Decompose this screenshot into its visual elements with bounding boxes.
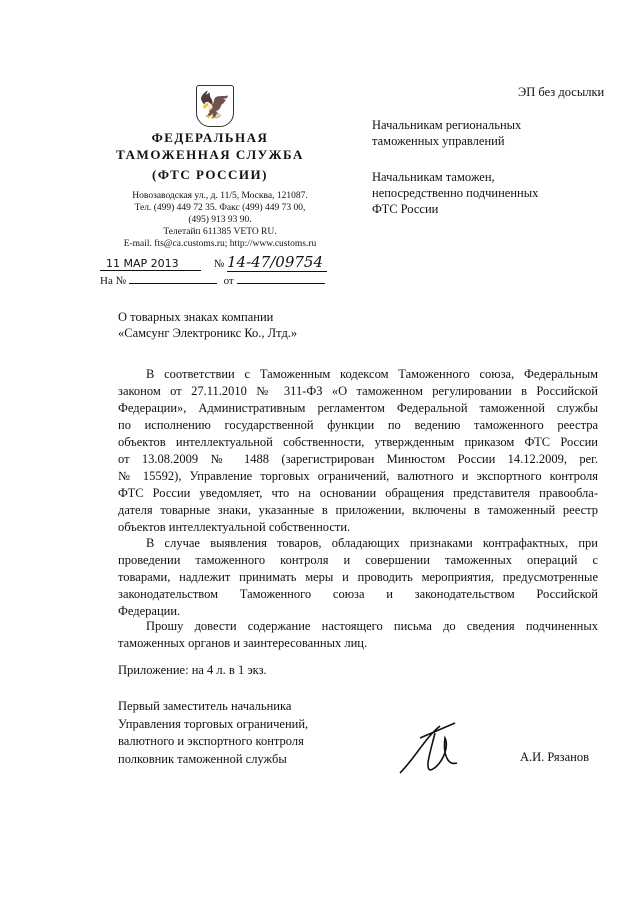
paragraph-line: товарами, надлежит принимать меры и проводить мероприятия, предусмотренные bbox=[118, 570, 598, 584]
paragraph-line: В случае выявления товаров, обладающих признаками контрафактных, при bbox=[146, 536, 598, 550]
coat-of-arms-emblem: 🦅 bbox=[196, 85, 234, 127]
paragraph-line: В соответствии с Таможенным кодексом Таможенного союза, Федеральным bbox=[146, 367, 598, 381]
signatory-title bbox=[118, 698, 308, 768]
paragraph-line: Федерации», Административным регламентом Федеральной таможенной службы bbox=[118, 401, 598, 415]
signatory-line: Управления торговых ограничений, bbox=[118, 716, 309, 731]
signatory-line: Первый заместитель начальника bbox=[118, 699, 292, 713]
teletype-line: Телетайп 611385 VETO RU. bbox=[163, 227, 277, 237]
email-line: E-mail. fts@ca.customs.ru; http://www.customs.ru bbox=[123, 239, 317, 249]
paragraph-line: дателя товарные знаки, указанные в приложении, включены в таможенный реестр bbox=[118, 503, 598, 517]
addressee-line: непосредственно подчиненных bbox=[372, 186, 539, 200]
org-name-line: ФЕДЕРАЛЬНАЯ bbox=[151, 130, 269, 145]
addressee-block bbox=[372, 117, 521, 149]
body-paragraph bbox=[118, 618, 598, 652]
delivery-note: ЭП без досылки bbox=[518, 85, 605, 99]
signatory-name: А.И. Рязанов bbox=[520, 750, 589, 764]
paragraph-line: по исполнению государственной функции по ведению таможенного реестра bbox=[118, 418, 598, 432]
paragraph-line: проведении таможенного контроля и совершении таможенных операций с bbox=[118, 553, 598, 567]
phone-line: (495) 913 93 90. bbox=[188, 215, 252, 225]
body-paragraph bbox=[118, 535, 598, 620]
paragraph-line: ФТС России уведомляет, что на основании обращения представителя правообла- bbox=[118, 486, 598, 500]
signatory-line: валютного и экспортного контроля bbox=[118, 734, 304, 748]
subject-line: «Самсунг Электроникс Ко., Лтд.» bbox=[118, 326, 298, 340]
body-paragraph bbox=[118, 366, 598, 536]
date-number-line bbox=[100, 253, 327, 272]
paragraph-line: законом от 27.11.2010 № 311-ФЗ «О таможенном регулировании в Российской bbox=[118, 384, 598, 398]
org-address bbox=[90, 190, 350, 250]
addressee-line: Начальникам таможен, bbox=[372, 170, 495, 184]
paragraph-line: Прошу довести содержание настоящего письма до сведения подчиненных bbox=[146, 619, 598, 633]
handwritten-signature bbox=[395, 718, 465, 783]
letter-number: 14-47/09754 bbox=[227, 253, 327, 272]
addressee-line: таможенных управлений bbox=[372, 134, 505, 148]
letter-date: 11 МАР 2013 bbox=[100, 257, 201, 271]
org-name-line: ТАМОЖЕННАЯ СЛУЖБА bbox=[116, 147, 304, 162]
ref-from-label: от bbox=[223, 275, 234, 287]
paragraph-line: объектов интеллектуальной собственности. bbox=[118, 520, 351, 534]
paragraph-line: № 15592), Управление торговых ограничений, валютного и экспортного контроля bbox=[118, 469, 598, 483]
paragraph-line: Федерации. bbox=[118, 604, 181, 618]
paragraph-line: таможенных органов и заинтересованных лиц. bbox=[118, 636, 368, 650]
subject-line: О товарных знаках компании bbox=[118, 310, 274, 324]
reference-line bbox=[100, 275, 325, 287]
addressee-block bbox=[372, 169, 538, 217]
org-abbrev: (ФТС РОССИИ) bbox=[152, 167, 268, 182]
ref-label: На № bbox=[100, 275, 127, 287]
phone-line: Тел. (499) 449 72 35. Факс (499) 449 73 00, bbox=[134, 203, 306, 213]
attachment-note: Приложение: на 4 л. в 1 экз. bbox=[118, 663, 267, 677]
signatory-line: полковник таможенной службы bbox=[118, 751, 287, 766]
paragraph-line: законодательством Таможенного союза и законодательством Российской bbox=[118, 587, 598, 601]
paragraph-line: объектов интеллектуальной собственности, утвержденным приказом ФТС России bbox=[118, 435, 598, 449]
paragraph-line: от 13.08.2009 № 1488 (зарегистрирован Минюстом России 14.12.2009, рег. bbox=[118, 452, 598, 466]
addressee-line: ФТС России bbox=[372, 202, 439, 216]
letter-subject bbox=[118, 309, 297, 341]
number-label: № bbox=[213, 258, 225, 270]
addressee-line: Начальникам региональных bbox=[372, 118, 522, 132]
address-line: Новозаводская ул., д. 11/5, Москва, 121087. bbox=[132, 191, 308, 201]
